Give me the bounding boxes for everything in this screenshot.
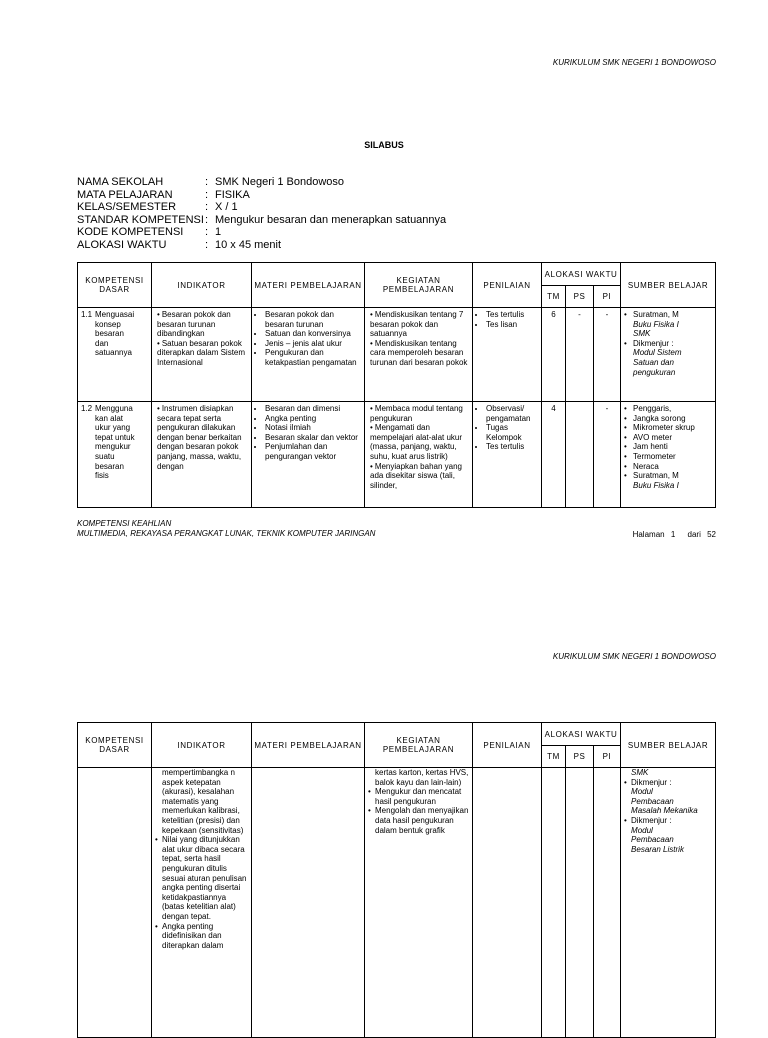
page2-header-school: KURIKULUM SMK NEGERI 1 BONDOWOSO xyxy=(552,652,716,661)
header-materi: MATERI PEMBELAJARAN xyxy=(252,723,365,768)
pi-value: - xyxy=(605,310,609,319)
kd-line: suatu xyxy=(95,451,115,461)
cont-item xyxy=(624,816,712,826)
list-item: • Tes tertulis xyxy=(486,310,538,320)
penilaian-cell xyxy=(473,308,542,402)
list-item: • Besaran dan dimensi xyxy=(265,404,361,414)
sumber-item xyxy=(624,404,712,414)
page-total: 52 xyxy=(707,530,716,539)
sumber-item xyxy=(624,414,712,424)
bullet-mark: • xyxy=(624,777,627,787)
sumber-list xyxy=(624,310,712,377)
kegiatan-content xyxy=(365,308,472,370)
bullet-mark xyxy=(624,797,631,807)
info-label: MATA PELAJARAN xyxy=(77,188,173,201)
info-separator: : xyxy=(205,201,209,213)
penilaian-cell xyxy=(473,768,542,1038)
bullet-list xyxy=(155,310,248,368)
indikator-content xyxy=(152,308,251,370)
sumber-cell xyxy=(621,402,716,508)
sumber-text: Penggaris, xyxy=(633,404,672,413)
sumber-text: Mikrometer skrup xyxy=(633,423,695,433)
info-separator: : xyxy=(205,238,209,251)
cont-text: Pembacaan xyxy=(631,835,674,845)
sumber-item xyxy=(624,348,712,358)
cont-text: Angka penting didefinisikan dan diterapkan dalam xyxy=(162,921,224,950)
bullet-mark xyxy=(624,481,633,491)
bullet-mark: • xyxy=(624,451,627,461)
bullet-list xyxy=(255,404,361,462)
kd-cell xyxy=(78,308,152,402)
syllabus-table-page2 xyxy=(77,722,716,1038)
bullet-mark: • xyxy=(624,338,627,348)
tm-cell xyxy=(542,308,566,402)
cont-item xyxy=(624,826,712,836)
kegiatan-content xyxy=(365,402,472,492)
sumber-cell xyxy=(621,768,716,1038)
bullet-mark xyxy=(624,768,631,778)
cont-text: SMK xyxy=(631,768,649,777)
list-item: • Menyiapkan bahan yang ada disekitar siswa (tali, silinder, xyxy=(370,462,469,491)
bullet-list xyxy=(476,310,538,329)
info-row xyxy=(77,176,446,189)
list-item: • Notasi ilmiah xyxy=(265,423,361,433)
header-sumber-belajar: SUMBER BELAJAR xyxy=(621,263,716,308)
kegiatan-cell xyxy=(365,402,473,508)
tm-cell xyxy=(542,402,566,508)
header-penilaian: PENILAIAN xyxy=(473,723,542,768)
kd-line: mengukur xyxy=(95,442,131,452)
info-label: NAMA SEKOLAH xyxy=(77,176,164,188)
info-label: STANDAR KOMPETENSI xyxy=(77,213,204,226)
ps-value xyxy=(566,402,593,406)
bullet-mark xyxy=(368,768,375,787)
header-tm: TM xyxy=(542,746,566,768)
kegiatan-cell xyxy=(365,308,473,402)
kd-line: besaran xyxy=(95,329,124,339)
footer-kompetensi xyxy=(77,519,375,539)
cont-item xyxy=(155,922,248,951)
sumber-text: Dikmenjur : xyxy=(633,338,674,348)
sumber-item xyxy=(624,368,712,378)
footer-line-1: KOMPETENSI KEAHLIAN xyxy=(77,519,172,528)
sumber-item xyxy=(624,471,712,481)
header-materi: MATERI PEMBELAJARAN xyxy=(252,263,365,308)
bullet-mark xyxy=(624,806,631,816)
cont-item xyxy=(624,797,712,807)
info-value: SMK Negeri 1 Bondowoso xyxy=(215,176,345,188)
info-row xyxy=(77,189,446,202)
sumber-text: Suratman, M xyxy=(633,471,679,481)
pi-cell xyxy=(594,308,621,402)
pi-value: - xyxy=(605,404,609,413)
table-row xyxy=(78,402,716,508)
bullet-mark xyxy=(624,320,633,330)
header-kegiatan: KEGIATAN PEMBELAJARAN xyxy=(365,263,473,308)
info-value: Mengukur besaran dan menerapkan satuannya xyxy=(215,213,447,226)
sumber-cell xyxy=(621,308,716,402)
list-item: • Besaran pokok dan besaran turunan dibandingkan xyxy=(157,310,248,339)
header-alokasi-waktu: ALOKASI WAKTU xyxy=(542,723,621,746)
page-number xyxy=(633,530,716,539)
bullet-list xyxy=(368,404,469,490)
bullet-mark xyxy=(155,768,162,835)
bullet-list xyxy=(476,404,538,452)
info-value: 10 x 45 menit xyxy=(215,238,282,251)
sumber-text: Buku Fisika I xyxy=(633,480,679,490)
sumber-item xyxy=(624,452,712,462)
pi-cell xyxy=(594,768,621,1038)
header-penilaian: PENILAIAN xyxy=(473,263,542,308)
sumber-text: Modul Sistem xyxy=(633,348,682,358)
penilaian-content xyxy=(473,308,541,331)
info-separator: : xyxy=(205,176,209,188)
list-item: • Mendiskusikan tentang 7 besaran pokok dan satuannya xyxy=(370,310,469,339)
page-current: 1 xyxy=(670,530,676,539)
penilaian-content xyxy=(473,402,541,454)
bullet-mark: • xyxy=(368,787,371,797)
sumber-list xyxy=(624,404,712,490)
sumber-text: Neraca xyxy=(633,461,659,471)
header-kompetensi-dasar: KOMPETENSI DASAR xyxy=(78,723,152,768)
bullet-mark xyxy=(624,787,631,797)
cont-text: Mengukur dan mencatat hasil pengukuran xyxy=(375,787,462,806)
list-item: • Instrumen disiapkan secara tepat serta pengukuran dilakukan dengan benar berkaitan dengan besaran pokok panjang, massa, waktu, dengan xyxy=(157,404,248,471)
list-item: • Observasi/ pengamatan xyxy=(486,404,538,423)
sumber-text: pengukuran xyxy=(633,367,676,377)
ps-cell xyxy=(566,402,594,508)
cont-text: Besaran Listrik xyxy=(631,844,684,854)
pi-cell xyxy=(594,402,621,508)
cont-text: Nilai yang ditunjukkan alat ukur dibaca secara tepat, serta hasil pengukuran ditulis sesuai aturan penulisan angka penting disertai ketidakpastiannya (batas ketelitian alat) dengan tepat. xyxy=(162,835,247,921)
kd-line: satuannya xyxy=(95,348,132,358)
list-item: • Jenis – jenis alat ukur xyxy=(265,339,361,349)
kegiatan-cell xyxy=(365,768,473,1038)
kd-number: 1.1 xyxy=(81,310,93,319)
header-indikator: INDIKATOR xyxy=(152,263,252,308)
bullet-mark: • xyxy=(368,806,371,816)
info-row xyxy=(77,214,446,227)
header-indikator: INDIKATOR xyxy=(152,723,252,768)
materi-cell xyxy=(252,308,365,402)
bullet-mark: • xyxy=(624,413,627,423)
bullet-mark xyxy=(624,845,631,855)
tm-value: 4 xyxy=(551,404,556,413)
info-separator: : xyxy=(205,213,209,226)
list-item: • Satuan besaran pokok diterapkan dalam Sistem Internasional xyxy=(157,339,248,368)
info-row xyxy=(77,239,446,252)
list-item: • Mendiskusikan tentang cara memperoleh besaran turunan dari besaran pokok xyxy=(370,339,469,368)
cont-item xyxy=(368,768,469,787)
cont-text: Pembacaan xyxy=(631,796,674,806)
bullet-mark: • xyxy=(624,423,627,433)
info-separator: : xyxy=(205,188,209,201)
info-label: KELAS/SEMESTER xyxy=(77,201,177,213)
kd-content xyxy=(78,308,151,360)
cont-item xyxy=(624,768,712,778)
bullet-list xyxy=(155,404,248,471)
info-label: KODE KOMPETENSI xyxy=(77,226,184,238)
list-item: • Angka penting xyxy=(265,414,361,424)
cont-text: Masalah Mekanika xyxy=(631,806,698,816)
header-kompetensi-dasar: KOMPETENSI DASAR xyxy=(78,263,152,308)
bullet-mark xyxy=(624,348,633,358)
sumber-text: Satuan dan xyxy=(633,357,674,367)
cont-text: Dikmenjur : xyxy=(631,777,672,787)
header-ps: PS xyxy=(566,746,594,768)
footer-line-2: MULTIMEDIA, REKAYASA PERANGKAT LUNAK, TEKNIK KOMPUTER JARINGAN xyxy=(77,529,376,538)
cont-item xyxy=(368,806,469,835)
sumber-item xyxy=(624,329,712,339)
bullet-mark xyxy=(624,368,633,378)
sumber-text: SMK xyxy=(633,329,651,339)
page-header-school: KURIKULUM SMK NEGERI 1 BONDOWOSO xyxy=(552,58,716,67)
materi-content xyxy=(252,308,364,370)
cont-item xyxy=(155,835,248,921)
cont-text: Dikmenjur : xyxy=(631,815,672,825)
materi-cell xyxy=(252,402,365,508)
bullet-mark xyxy=(624,358,633,368)
bullet-list xyxy=(368,310,469,368)
bullet-mark: • xyxy=(624,461,627,471)
bullet-mark: • xyxy=(155,921,158,931)
indikator-cell xyxy=(152,768,252,1038)
sumber-text: AVO meter xyxy=(633,432,673,442)
header-ps: PS xyxy=(566,286,594,308)
list-item: • Besaran pokok dan besaran turunan xyxy=(265,310,361,329)
info-row xyxy=(77,226,446,239)
kd-line: konsep xyxy=(95,319,121,329)
table-row xyxy=(78,308,716,402)
materi-cell xyxy=(252,768,365,1038)
kd-line: dan xyxy=(95,338,109,348)
bullet-mark: • xyxy=(624,471,627,481)
cont-item xyxy=(624,835,712,845)
indikator-cell xyxy=(152,308,252,402)
info-separator: : xyxy=(205,226,209,238)
kd-line: fisis xyxy=(95,471,109,481)
sumber-text: Jangka sorong xyxy=(633,413,686,423)
document-title: SILABUS xyxy=(364,140,404,150)
identity-block xyxy=(77,176,446,251)
kd-cell xyxy=(78,402,152,508)
kd-line: Menguasai xyxy=(95,310,135,319)
cont-item xyxy=(624,806,712,816)
list-item: • Mengamati dan mempelajari alat-alat ukur (massa, panjang, waktu, suhu, kuat arus listrik) xyxy=(370,423,469,461)
sumber-item xyxy=(624,433,712,443)
bullet-list xyxy=(255,310,361,368)
info-value: FISIKA xyxy=(215,188,250,201)
list-item: • Tugas Kelompok xyxy=(486,423,538,442)
list-item: • Penjumlahan dan pengurangan vektor xyxy=(265,442,361,461)
sumber-item xyxy=(624,358,712,368)
page-of: dari xyxy=(687,530,701,539)
ps-cell xyxy=(566,768,594,1038)
cont-text: Modul xyxy=(631,787,653,797)
ps-cell xyxy=(566,308,594,402)
list-item: • Besaran skalar dan vektor xyxy=(265,433,361,443)
kd-content xyxy=(78,402,151,483)
bullet-mark: • xyxy=(624,432,627,442)
bullet-mark: • xyxy=(155,835,158,845)
list-item: • Tes lisan xyxy=(486,320,538,330)
materi-content xyxy=(252,402,364,464)
indikator-cell xyxy=(152,402,252,508)
kd-line: kan alat xyxy=(95,413,124,423)
sumber-item xyxy=(624,442,712,452)
tm-value: 6 xyxy=(551,310,556,319)
info-row xyxy=(77,201,446,214)
header-pi: PI xyxy=(594,746,621,768)
syllabus-table-page1 xyxy=(77,262,716,508)
cont-text: mempertimbangka n aspek ketepatan (akurasi), kesalahan matematis yang memerlukan kalibrasi, ketelitian (presisi) dan kepekaan (sensitivitas) xyxy=(162,768,244,835)
kd-text xyxy=(95,404,135,481)
cont-item xyxy=(624,778,712,788)
kd-line: ukur yang xyxy=(95,423,131,433)
sumber-item xyxy=(624,310,712,320)
header-kegiatan: KEGIATAN PEMBELAJARAN xyxy=(365,723,473,768)
ps-value: - xyxy=(578,310,581,319)
sumber-text: Buku Fisika I xyxy=(633,319,679,329)
cont-item xyxy=(368,787,469,806)
cont-text: kertas karton, kertas HVS, balok kayu dan lain-lain) xyxy=(375,768,469,787)
info-label: ALOKASI WAKTU xyxy=(77,238,167,251)
page-label: Halaman xyxy=(632,530,665,539)
kd-line: besaran xyxy=(95,461,124,471)
sumber-item xyxy=(624,462,712,472)
sumber-text: Termometer xyxy=(633,451,676,461)
cont-item xyxy=(624,787,712,797)
header-tm: TM xyxy=(542,286,566,308)
header-alokasi-waktu: ALOKASI WAKTU xyxy=(542,263,621,286)
bullet-mark xyxy=(624,329,633,339)
penilaian-cell xyxy=(473,402,542,508)
sumber-item xyxy=(624,481,712,491)
cont-text: Modul xyxy=(631,825,653,835)
kd-line: tepat untuk xyxy=(95,432,135,442)
sumber-content xyxy=(621,402,715,492)
info-value: X / 1 xyxy=(215,201,238,213)
bullet-mark: • xyxy=(624,815,627,825)
sumber-content xyxy=(621,308,715,379)
kd-text xyxy=(95,310,134,358)
list-item: • Pengukuran dan ketakpastian pengamatan xyxy=(265,348,361,367)
header-sumber-belajar: SUMBER BELAJAR xyxy=(621,723,716,768)
sumber-item xyxy=(624,339,712,349)
cont-item xyxy=(624,845,712,855)
sumber-text: Suratman, M xyxy=(633,310,679,319)
kd-number: 1.2 xyxy=(81,404,93,413)
cont-text: Mengolah dan menyajikan data hasil pengukuran dalam bentuk grafik xyxy=(375,806,469,835)
kd-line: Mengguna xyxy=(95,404,133,413)
sumber-item xyxy=(624,320,712,330)
bullet-mark xyxy=(624,835,631,845)
bullet-mark xyxy=(624,826,631,836)
list-item: • Membaca modul tentang pengukuran xyxy=(370,404,469,423)
cont-item xyxy=(155,768,248,835)
tm-cell xyxy=(542,768,566,1038)
list-item: • Satuan dan konversinya xyxy=(265,329,361,339)
indikator-content xyxy=(152,402,251,473)
bullet-mark: • xyxy=(624,310,627,319)
sumber-text: Jam henti xyxy=(633,442,668,452)
sumber-item xyxy=(624,423,712,433)
info-value: 1 xyxy=(215,226,222,238)
kd-cell xyxy=(78,768,152,1038)
header-pi: PI xyxy=(594,286,621,308)
list-item: • Tes tertulis xyxy=(486,442,538,452)
bullet-mark: • xyxy=(624,404,627,413)
bullet-mark: • xyxy=(624,442,627,452)
